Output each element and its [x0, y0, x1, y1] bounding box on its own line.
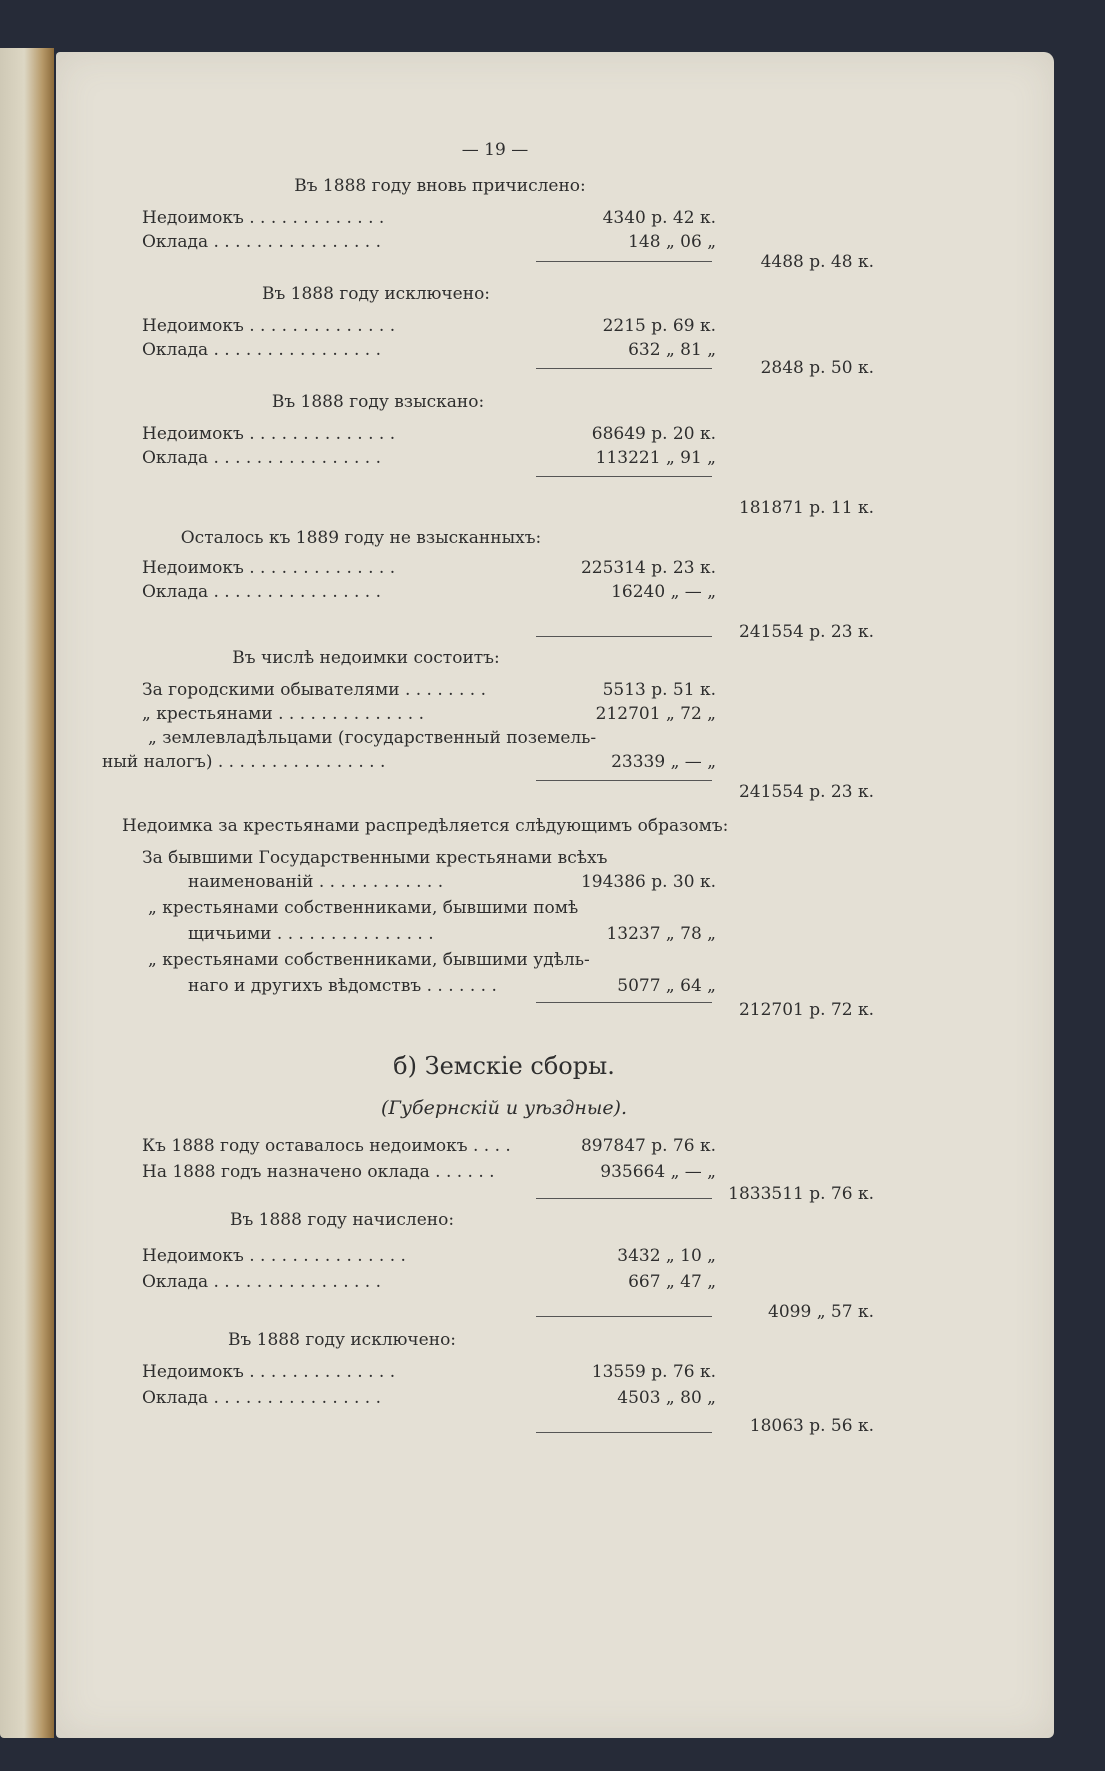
row-label: За бывшими Государственными крестьянами всѣхъ: [142, 848, 608, 868]
row-amount: 3432 „ 10 „: [617, 1246, 716, 1266]
row-label: щичьими . . . . . . . . . . . . . . .: [188, 924, 434, 944]
section-total: 2848 р. 50 к.: [760, 358, 874, 378]
row-label: ный налогъ) . . . . . . . . . . . . . . . .: [102, 752, 386, 772]
sum-rule: [536, 780, 712, 781]
row-amount: 4340 р. 42 к.: [602, 208, 716, 228]
section-total: 18063 р. 56 к.: [749, 1416, 874, 1436]
page-number: — 19 —: [461, 140, 529, 160]
row-amount: 4503 „ 80 „: [617, 1388, 716, 1408]
row-label: Оклада . . . . . . . . . . . . . . . .: [142, 1388, 382, 1408]
row-label: Недоимокъ . . . . . . . . . . . . . .: [142, 316, 396, 336]
row-label: наго и другихъ вѣдомствъ . . . . . . .: [188, 976, 497, 996]
row-label: Къ 1888 году оставалось недоимокъ . . . .: [142, 1136, 511, 1156]
row-amount: 68649 р. 20 к.: [591, 424, 716, 444]
section-total: 241554 р. 23 к.: [738, 622, 874, 642]
row-label: „ крестьянами собственниками, бывшими удѣль-: [148, 950, 590, 970]
row-amount: 194386 р. 30 к.: [580, 872, 716, 892]
sum-rule: [536, 1002, 712, 1003]
row-amount: 5513 р. 51 к.: [602, 680, 716, 700]
section-subtitle: (Губернскій и уѣздные).: [380, 1097, 628, 1119]
row-label: На 1888 годъ назначено оклада . . . . . .: [142, 1162, 495, 1182]
sum-rule: [536, 1198, 712, 1199]
row-amount: 2215 р. 69 к.: [602, 316, 716, 336]
section-total: 4488 р. 48 к.: [760, 252, 874, 272]
row-amount: 935664 „ — „: [600, 1162, 716, 1182]
section-title: б) Земскіе сборы.: [393, 1052, 615, 1080]
document-page: [56, 52, 1054, 1738]
row-label: „ крестьянами . . . . . . . . . . . . . .: [142, 704, 425, 724]
row-label: Недоимокъ . . . . . . . . . . . . . . .: [142, 1246, 406, 1266]
row-label: „ землевладѣльцами (государственный поземель-: [148, 728, 597, 748]
facing-page-edge: [0, 48, 54, 1738]
row-amount: 897847 р. 76 к.: [580, 1136, 716, 1156]
row-label: Недоимокъ . . . . . . . . . . . . . .: [142, 558, 396, 578]
sum-rule: [536, 1432, 712, 1433]
section-total: 4099 „ 57 к.: [768, 1302, 874, 1322]
row-label: наименованій . . . . . . . . . . . .: [188, 872, 444, 892]
section-heading: Недоимка за крестьянами распредѣляется слѣдующимъ образомъ:: [122, 816, 729, 836]
row-amount: 16240 „ — „: [611, 582, 716, 602]
section-heading: Въ 1888 году вновь причислено:: [294, 176, 586, 196]
sum-rule: [536, 636, 712, 637]
section-total: 241554 р. 23 к.: [738, 782, 874, 802]
section-heading: Въ 1888 году исключено:: [227, 1330, 457, 1350]
sum-rule: [536, 368, 712, 369]
section-heading: Осталось къ 1889 году не взысканныхъ:: [180, 528, 542, 548]
section-heading: Въ 1888 году начислено:: [229, 1210, 455, 1230]
section-total: 1833511 р. 76 к.: [728, 1184, 874, 1204]
row-amount: 113221 „ 91 „: [595, 448, 716, 468]
row-amount: 23339 „ — „: [611, 752, 716, 772]
sum-rule: [536, 261, 712, 262]
row-label: Оклада . . . . . . . . . . . . . . . .: [142, 232, 382, 252]
section-heading: Въ числѣ недоимки состоитъ:: [232, 648, 500, 668]
row-amount: 13559 р. 76 к.: [591, 1362, 716, 1382]
row-label: Недоимокъ . . . . . . . . . . . . . .: [142, 1362, 396, 1382]
row-label: Оклада . . . . . . . . . . . . . . . .: [142, 1272, 382, 1292]
row-amount: 148 „ 06 „: [628, 232, 716, 252]
row-amount: 13237 „ 78 „: [606, 924, 716, 944]
row-amount: 5077 „ 64 „: [617, 976, 716, 996]
row-label: Оклада . . . . . . . . . . . . . . . .: [142, 582, 382, 602]
section-heading: Въ 1888 году исключено:: [261, 284, 491, 304]
row-amount: 225314 р. 23 к.: [580, 558, 716, 578]
row-label: Недоимокъ . . . . . . . . . . . . . .: [142, 424, 396, 444]
section-total: 212701 р. 72 к.: [738, 1000, 874, 1020]
row-amount: 632 „ 81 „: [628, 340, 716, 360]
section-total: 181871 р. 11 к.: [738, 498, 874, 518]
row-label: Оклада . . . . . . . . . . . . . . . .: [142, 340, 382, 360]
sum-rule: [536, 476, 712, 477]
row-label: „ крестьянами собственниками, бывшими помѣ: [148, 898, 579, 918]
row-amount: 212701 „ 72 „: [595, 704, 716, 724]
row-amount: 667 „ 47 „: [628, 1272, 716, 1292]
row-label: За городскими обывателями . . . . . . . .: [142, 680, 487, 700]
section-heading: Въ 1888 году взыскано:: [271, 392, 485, 412]
row-label: Оклада . . . . . . . . . . . . . . . .: [142, 448, 382, 468]
row-label: Недоимокъ . . . . . . . . . . . . .: [142, 208, 385, 228]
sum-rule: [536, 1316, 712, 1317]
